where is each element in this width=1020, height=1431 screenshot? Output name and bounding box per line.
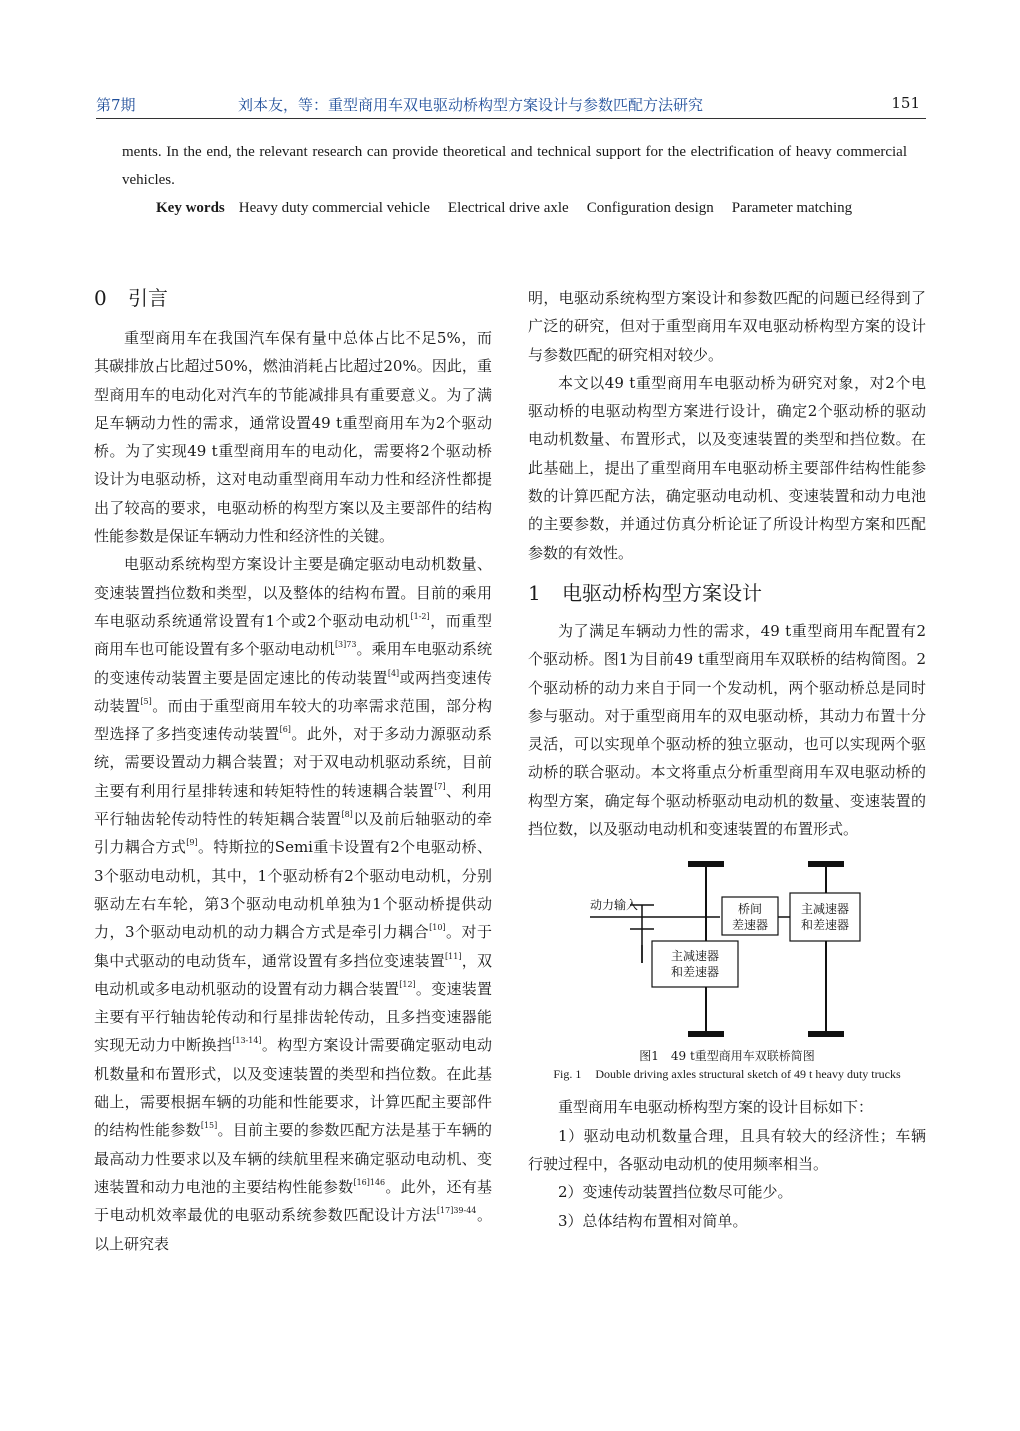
section-title: 电驱动桥构型方案设计 [562, 580, 762, 605]
figure-caption-en-text: Double driving axles structural sketch of 49 t heavy duty trucks [595, 1067, 901, 1082]
paragraph: 电驱动系统构型方案设计主要是确定驱动电动机数量、变速装置挡位数和类型，以及整体的结构布置。目前的乘用车电驱动系统通常设置有1个或2个驱动电动机[1-2]，而重型商用车也可能设置有多个驱动电动机$^{[3]73}$。乘用车电驱动系统的变速传动装置主要是固定速比的传动装置[4]或两挡变速传动装置[5]。而由于重型商用车较大的功率需求范围，部分构型选择了多挡变速传动装置[6]。此外，对于多动力源驱动系统，需要设置动力耦合装置；对于双电动机驱动系统，目前主要有利用行星排转速和转矩特性的转速耦合装置[7]、利用平行轴齿轮传动特性的转矩耦合装置[8]以及前后轴驱动的牵引力耦合方式[9]。特斯拉的Semi重卡设置有2个电驱动桥、3个驱动电动机，其中，1个驱动桥有2个驱动电动机，分别驱动左右车轮，第3个驱动电动机单独为1个驱动桥提供动力，3个驱动电动机的动力耦合方式是牵引力耦合[10]。对于集中式驱动的电动货车，通常设置有多挡位变速装置[11]，双电动机或多电动机驱动的设置有动力耦合装置[12]。变速装置主要有平行轴齿轮传动和行星排齿轮传动，且多挡变速器能实现无动力中断换挡[13-14]。构型方案设计需要确定驱动电动机数量和布置形式，以及变速装置的类型和挡位数。在此基础上，需要根据车辆的功能和性能要求，计算匹配主要部件的结构性能参数[15]。目前主要的参数匹配方法是基于车辆的最高动力性要求以及车辆的续航里程来确定驱动电动机、变速装置和动力电池的主要结构性能参数$^{[16]146}$。此外，还有基于电动机效率最优的电驱动系统参数匹配设计方法$^{[17]39-44}$。以上研究表 [94, 555, 492, 1253]
rear-reducer-line1: 主减速器 [800, 902, 850, 917]
list-item: 2）变速传动装置挡位数尽可能少。 [558, 1183, 793, 1202]
abstract-continuation: ments. In the end, the relevant research can provide theoretical and technical support for the electrification of heavy commercial vehicles. [122, 144, 907, 188]
issue-label: 第7期 [96, 96, 136, 114]
citation: [12] [399, 979, 416, 989]
keywords [122, 194, 907, 222]
front-main-reducer-box [652, 941, 738, 987]
paragraph: 重型商用车在我国汽车保有量中总体占比不足5%，而其碳排放占比超过50%，燃油消耗占比超过20%。因此，重型商用车的电动化对汽车的节能减排具有重要意义。为了满足车辆动力性的需求，通常设置49 t重型商用车为2个驱动桥。为了实现49 t重型商用车的电动化，需要将2个驱动桥设计为电驱动桥，这对电动重型商用车动力性和经济性都提出了较高的要求，电驱动桥的构型方案以及主要部件的结构性能参数是保证车辆动力性和经济性的关键。 [94, 329, 492, 546]
keyword-item: Parameter matching [731, 200, 853, 216]
rear-reducer-line2: 和差速器 [800, 918, 850, 933]
citation: [8] [341, 810, 353, 820]
citation: [13-14] [232, 1036, 262, 1046]
citation: [3]73 [334, 640, 357, 650]
citation: [4] [387, 668, 400, 678]
front-reducer-line1: 主减速器 [670, 949, 720, 964]
citation: [10] [429, 923, 446, 933]
section-number: 1 [528, 580, 541, 605]
citation: [17]39-44 [436, 1206, 477, 1216]
rear-main-reducer-box [790, 893, 860, 941]
page-number: 151 [891, 94, 920, 112]
keyword-item: Electrical drive axle [447, 200, 569, 216]
keywords-label: Key words [156, 200, 225, 216]
paragraph: 为了满足车辆动力性的需求，49 t重型商用车配置有2个驱动桥。图1为目前49 t重型商用车双联桥的结构简图。2个驱动桥的动力来自于同一个发动机，两个驱动桥总是同时参与驱动。对于重型商用车的双电驱动桥，其动力布置十分灵活，可以实现单个驱动桥的独立驱动，也可以实现两个驱动桥的联合驱动。本文将重点分析重型商用车双电驱动桥的构型方案，确定每个驱动桥驱动电动机的数量、变速装置的挡位数，以及驱动电动机和变速装置的布置形式。 [528, 621, 926, 839]
axle-sketch [528, 857, 926, 1043]
figure-1-diagram [528, 857, 926, 1043]
citation: [1-2] [410, 611, 430, 621]
section-title: 引言 [128, 286, 168, 310]
diff-label-line1: 桥间 [737, 902, 763, 917]
section-heading-0 [94, 284, 492, 312]
left-column [94, 284, 492, 1258]
citation: [9] [186, 838, 198, 848]
right-column [528, 284, 926, 1235]
front-reducer-line2: 和差速器 [670, 965, 720, 980]
list-item: 1）驱动电动机数量合理，且具有较大的经济性；车辆行驶过程中，各驱动电动机的使用频率相当。 [528, 1126, 926, 1173]
figure-caption-cn: 图1 49 t重型商用车双联桥简图 [639, 1049, 815, 1064]
running-title: 刘本友，等：重型商用车双电驱动桥构型方案设计与参数匹配方法研究 [238, 96, 704, 114]
section-heading-1 [528, 579, 926, 607]
citation: [15] [200, 1121, 218, 1131]
figure-number-en: Fig. 1 [553, 1067, 582, 1082]
section-number: 0 [94, 286, 107, 310]
paragraph: 明，电驱动系统构型方案设计和参数匹配的问题已经得到了广泛的研究，但对于重型商用车双电驱动桥构型方案的设计与参数匹配的研究相对较少。 [528, 289, 926, 364]
keyword-item: Heavy duty commercial vehicle [238, 200, 430, 216]
running-header [96, 92, 926, 119]
diff-label-line2: 差速器 [731, 918, 769, 933]
paragraph: 本文以49 t重型商用车电驱动桥为研究对象，对2个电驱动桥的电驱动构型方案进行设计，确定2个驱动桥的驱动电动机数量、布置形式，以及变速装置的类型和挡位数。在此基础上，提出了重型商用车电驱动桥主要部件结构性能参数的计算匹配方法，确定驱动电动机、变速装置和动力电池的主要参数，并通过仿真分析论证了所设计构型方案和匹配参数的有效性。 [528, 373, 926, 562]
list-item: 3）总体结构布置相对简单。 [558, 1211, 748, 1230]
citation: [6] [279, 725, 291, 735]
citation: [16]146 [353, 1177, 386, 1187]
citation: [5] [140, 696, 152, 706]
citation: [11] [445, 951, 462, 961]
figure-caption-en [528, 1065, 926, 1083]
input-label: 动力输入 [590, 898, 639, 913]
keyword-item: Configuration design [586, 200, 714, 216]
paragraph: 重型商用车电驱动桥构型方案的设计目标如下： [558, 1098, 874, 1117]
citation: [7] [434, 781, 446, 791]
